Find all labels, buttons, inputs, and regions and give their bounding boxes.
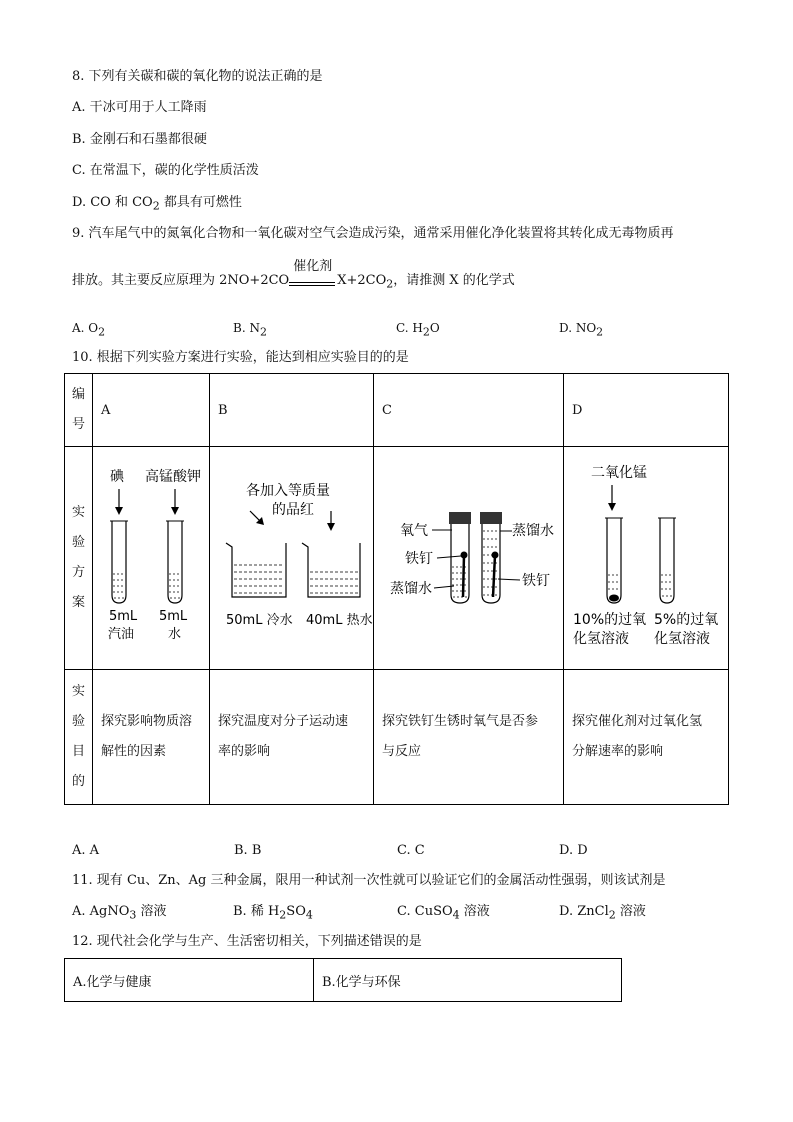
fig-a-kmno4-label: 高锰酸钾 <box>145 469 201 485</box>
fig-d-left-line1: 10%的过氧 <box>573 612 647 628</box>
q9-option-c: C. $H_2O$ <box>396 321 440 339</box>
fig-b-cell <box>210 447 374 670</box>
q10-option-d: D. D <box>559 843 588 858</box>
purpose-a: 探究影响物质溶 解性的因素 <box>93 670 210 805</box>
q10-option-c: C. C <box>397 843 425 858</box>
q9-option-d: D. $NO_2$ <box>559 321 604 339</box>
fig-a-solvent-left: 汽油 <box>108 627 135 642</box>
fig-a-iodine-label: 碘 <box>110 469 124 485</box>
q11-option-b: B. 稀 $H_2SO_4$ <box>233 904 313 922</box>
q10-stem: 10. 根据下列实验方案进行实验，能达到相应实验目的的是 <box>72 350 409 365</box>
fig-d-left-line2: 化氢溶液 <box>573 631 629 647</box>
q11-option-a: A. AgNO$_3$ 溶液 <box>72 904 167 922</box>
q10-option-b: B. B <box>234 843 262 858</box>
q12-table <box>64 958 622 1002</box>
q12-cell-environment: B.化学与环保 <box>314 959 622 1002</box>
q12-cell-health: A.化学与健康 <box>65 959 314 1002</box>
catalyst-equals-sign <box>289 258 337 294</box>
q11-option-c: C. CuSO$_4$ 溶液 <box>397 904 490 922</box>
fig-c-water-right-label: 蒸馏水 <box>512 523 554 539</box>
q8-option-c: C. 在常温下，碳的化学性质活泼 <box>72 163 259 178</box>
q8-option-b: B. 金刚石和石墨都很硬 <box>72 132 207 147</box>
q11-option-d: D. ZnCl$_2$ 溶液 <box>559 904 646 922</box>
fig-c-tube-left <box>449 512 471 603</box>
header-a: A <box>93 374 210 447</box>
fig-d-tube-right <box>658 518 676 603</box>
q11-stem: 11. 现有 Cu、Zn、Ag 三种金属，限用一种试剂一次性就可以验证它们的金属活动性强弱，则该试剂是 <box>72 873 666 888</box>
fig-b-top-line2: 的品红 <box>272 502 314 518</box>
fig-c-nail-right-label: 铁钉 <box>522 573 550 589</box>
fig-b-hot-label: 40mL 热水 <box>306 613 373 628</box>
fig-d-mno2-label: 二氧化锰 <box>591 465 647 481</box>
fig-a-diagram <box>93 447 209 665</box>
fig-d-tube-left <box>605 518 623 603</box>
fig-a-vol-left: 5mL <box>109 609 138 624</box>
q10-option-a: A. A <box>72 843 100 858</box>
row-label-purpose: 实 验 目 的 <box>65 670 93 805</box>
fig-c-tube-right <box>480 512 502 603</box>
fig-d-right-line1: 5%的过氧 <box>654 612 719 628</box>
row-label-id: 编 号 <box>65 374 93 447</box>
fig-b-beaker-left <box>226 543 286 597</box>
fig-d-cell <box>564 447 729 670</box>
fig-b-top-line1: 各加入等质量 <box>246 483 330 499</box>
fig-a-vol-right: 5mL <box>159 609 188 624</box>
fig-c-oxygen-label: 氧气 <box>400 523 428 539</box>
q9-equation: 排放。其主要反应原理为 2NO+2CO 催化剂 $X+2CO_2$，请推测 X 的化学式 <box>72 272 515 294</box>
q9-stem: 9. 汽车尾气中的氮氧化合物和一氧化碳对空气会造成污染，通常采用催化净化装置将其转化成无毒物质再 <box>72 226 674 241</box>
fig-a-cell <box>93 447 210 670</box>
fig-c-cell <box>374 447 564 670</box>
q8-option-a: A. 干冰可用于人工降雨 <box>72 100 207 115</box>
fig-d-diagram <box>564 447 728 665</box>
fig-a-tube-right <box>166 521 184 603</box>
purpose-b: 探究温度对分子运动速 率的影响 <box>210 670 374 805</box>
row-label-scheme: 实 验 方 案 <box>65 447 93 670</box>
header-b: B <box>210 374 374 447</box>
q8-option-d: D. CO 和 $CO_2$ 都具有可燃性 <box>72 195 242 213</box>
catalyst-label: 催化剂 <box>293 258 333 274</box>
purpose-d: 探究催化剂对过氧化氢 分解速率的影响 <box>564 670 729 805</box>
q9-option-a: A. $O_2$ <box>72 321 106 339</box>
fig-c-water-left-label: 蒸馏水 <box>390 581 432 597</box>
header-d: D <box>564 374 729 447</box>
purpose-c: 探究铁钉生锈时氧气是否参 与反应 <box>374 670 564 805</box>
fig-c-diagram <box>374 447 563 665</box>
fig-a-tube-left <box>110 521 128 603</box>
q12-stem: 12. 现代社会化学与生产、生活密切相关，下列描述错误的是 <box>72 934 422 949</box>
fig-c-nail-left-label: 铁钉 <box>405 551 433 567</box>
fig-d-right-line2: 化氢溶液 <box>654 631 710 647</box>
q9-option-b: B. $N_2$ <box>233 321 267 339</box>
fig-a-solvent-right: 水 <box>168 627 182 642</box>
fig-b-beaker-right <box>302 543 360 597</box>
q10-table <box>64 373 729 805</box>
fig-b-cold-label: 50mL 冷水 <box>226 613 293 628</box>
q8-stem: 8. 下列有关碳和碳的氧化物的说法正确的是 <box>72 69 323 84</box>
header-c: C <box>374 374 564 447</box>
fig-b-diagram <box>210 447 373 665</box>
